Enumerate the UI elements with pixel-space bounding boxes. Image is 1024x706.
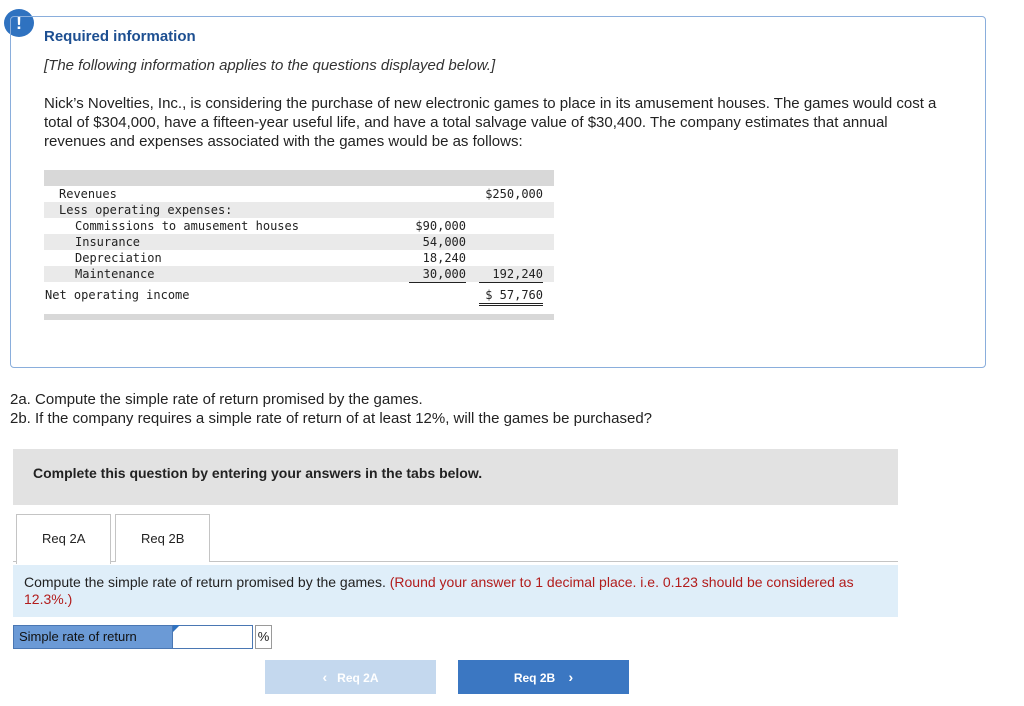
- chevron-left-icon: ‹: [322, 669, 328, 685]
- percent-unit: %: [255, 625, 272, 649]
- chevron-right-icon: ›: [568, 669, 574, 685]
- expense-label: Insurance: [75, 235, 141, 249]
- expense-label: Depreciation: [75, 251, 162, 265]
- expenses-total: 192,240: [479, 266, 543, 283]
- table-bottom-band: [44, 314, 554, 320]
- instruction-text: Compute the simple rate of return promised by the games.: [24, 574, 386, 590]
- expense-amount: $90,000: [415, 219, 466, 233]
- answer-label: Simple rate of return: [13, 625, 173, 649]
- revenues-total: $250,000: [485, 187, 543, 201]
- expense-amount: 54,000: [422, 235, 466, 249]
- rounding-hint: (Round your answer to 1 decimal place. i.e. 0.123 should be considered as 12.3%.): [24, 574, 854, 607]
- less-expenses-label: Less operating expenses:: [59, 203, 233, 217]
- table-row: [44, 234, 554, 250]
- table-row: [44, 186, 554, 202]
- required-info-title: Required information: [44, 28, 196, 45]
- table-row: [44, 202, 554, 218]
- next-req-button[interactable]: [458, 660, 629, 694]
- question-list: [10, 390, 652, 428]
- question-2b: 2b. If the company requires a simple rate of return of at least 12%, will the games be purchased?: [10, 410, 653, 427]
- instruction-panel: [13, 565, 898, 617]
- table-row: [44, 266, 554, 282]
- income-statement-table: [44, 170, 554, 320]
- table-top-band: [44, 170, 554, 186]
- expense-amount: 30,000: [409, 266, 466, 283]
- next-req-label: Req 2B: [513, 671, 556, 685]
- table-row: [44, 250, 554, 266]
- instructions-banner: Complete this question by entering your answers in the tabs below.: [13, 449, 898, 505]
- prev-req-label: Req 2A: [337, 671, 379, 685]
- table-row: [44, 287, 554, 303]
- table-row: [44, 218, 554, 234]
- scenario-text: Nick’s Novelties, Inc., is considering the purchase of new electronic games to place in its amusement houses. The games would cost a total of $304,000, have a fifteen-year useful life, and have a total salvage value of $30,400. The company estimates that annual revenues and expenses associated with the games would be as follows:: [44, 95, 937, 150]
- question-2a: 2a. Compute the simple rate of return promised by the games.: [10, 391, 423, 408]
- expense-label: Maintenance: [75, 267, 155, 281]
- prev-req-button[interactable]: [265, 660, 436, 694]
- net-income-total: $ 57,760: [479, 287, 543, 306]
- expense-amount: 18,240: [422, 251, 466, 265]
- alert-icon: !: [4, 9, 34, 37]
- tab-req-2a[interactable]: Req 2A: [16, 514, 111, 564]
- info-note: [The following information applies to the questions displayed below.]: [44, 57, 496, 74]
- net-income-label: Net operating income: [45, 288, 190, 302]
- tab-req-2b[interactable]: Req 2B: [115, 514, 210, 562]
- expense-label: Commissions to amusement houses: [75, 219, 299, 233]
- input-marker-icon: [173, 625, 180, 632]
- revenues-label: Revenues: [59, 187, 117, 201]
- simple-rate-input[interactable]: [173, 625, 253, 649]
